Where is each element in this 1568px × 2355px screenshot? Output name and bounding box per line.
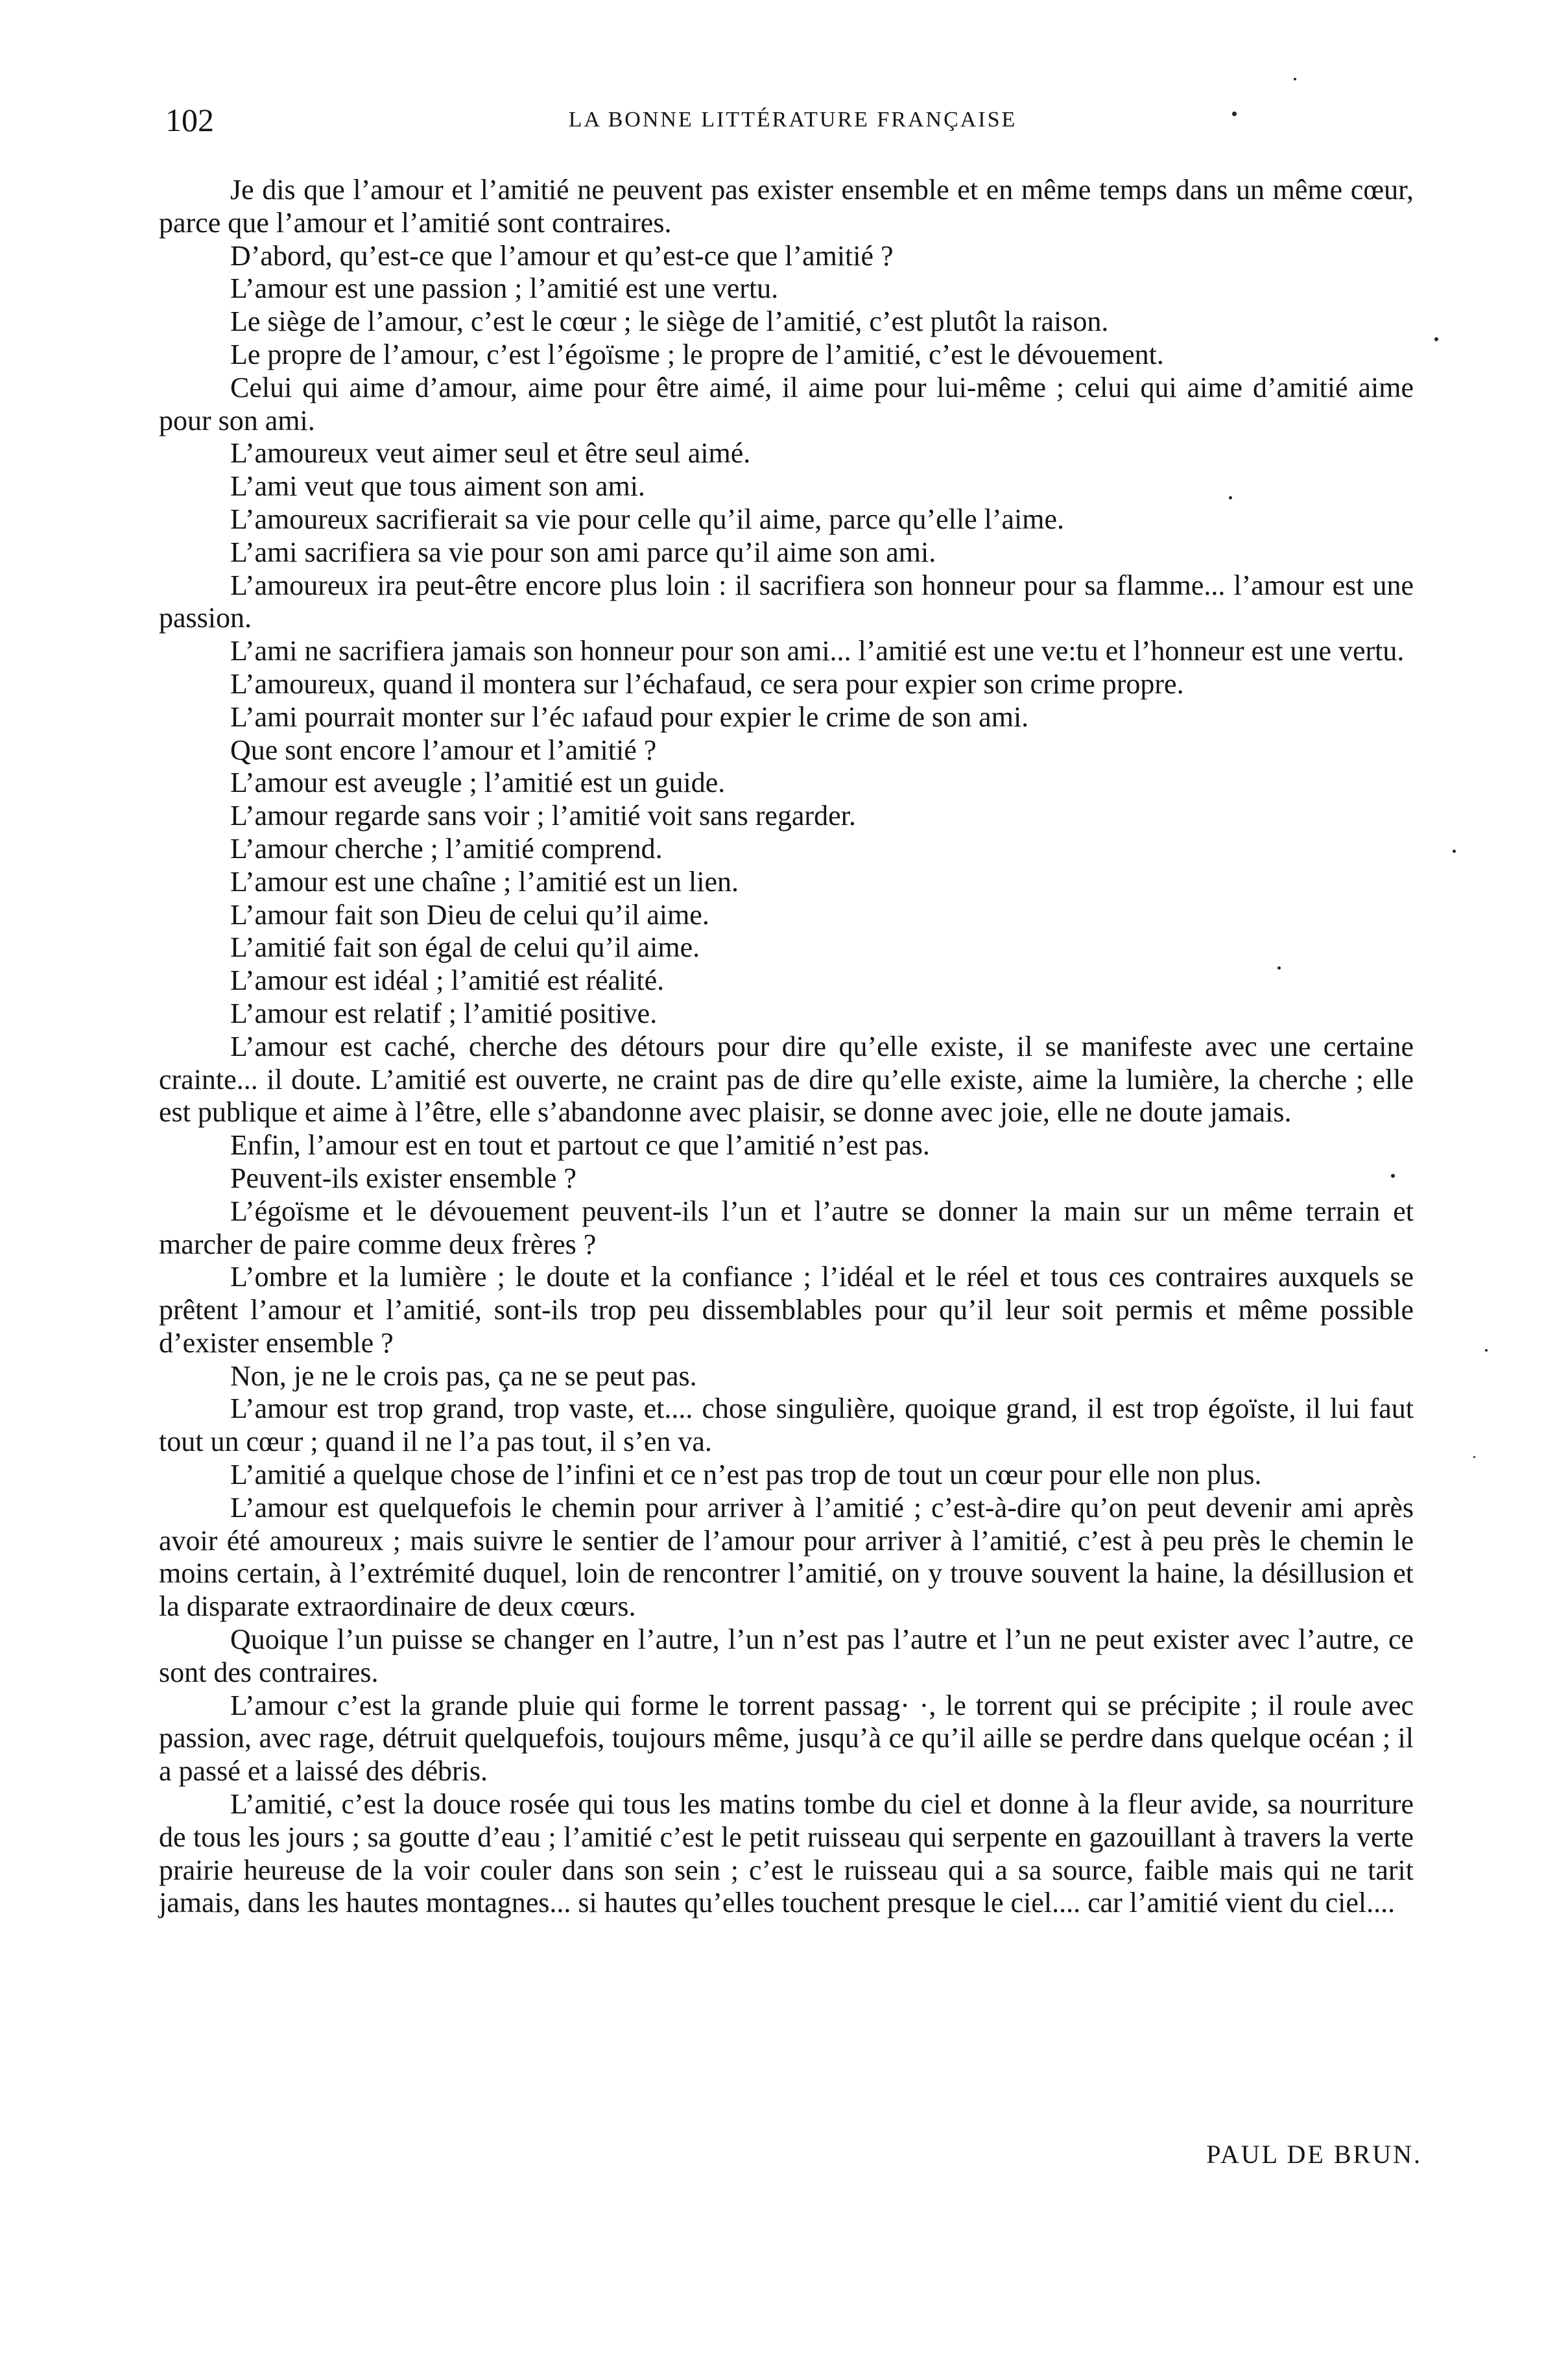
paragraph: L’amour fait son Dieu de celui qu’il aime. <box>230 898 709 931</box>
print-speck <box>1485 1349 1488 1352</box>
paragraph: L’amour est idéal ; l’amitié est réalité. <box>230 964 665 997</box>
paragraph: L’amour est caché, cherche des détours pour dire qu’elle existe, il se manifeste avec une certaine crainte... il doute. L’amitié est ouverte, ne craint pas de dire qu’elle existe, aime la lumière, la cherche ; elle est publique et aime à l’être, elle s’abandonne avec plaisir, se donne avec joie, elle ne doute jamais. <box>159 1030 1414 1129</box>
print-speck <box>1277 966 1281 970</box>
paragraph: L’amitié fait son égal de celui qu’il aime. <box>230 931 700 964</box>
paragraph: L’amoureux sacrifierait sa vie pour celle qu’il aime, parce qu’elle l’aime. <box>230 503 1065 535</box>
paragraph: Que sont encore l’amour et l’amitié ? <box>230 734 657 766</box>
paragraph: L’amoureux veut aimer seul et être seul aimé. <box>230 437 751 470</box>
print-speck <box>1294 78 1296 80</box>
paragraph: L’amoureux, quand il montera sur l’échafaud, ce sera pour expier son crime propre. <box>230 667 1184 700</box>
paragraph: L’amour est relatif ; l’amitié positive. <box>230 997 658 1029</box>
running-title: LA BONNE LITTÉRATURE FRANÇAISE <box>568 108 1017 132</box>
paragraph: L’ami pourrait monter sur l’éc ıafaud pour expier le crime de son ami. <box>230 700 1029 733</box>
paragraph: Le siège de l’amour, c’est le cœur ; le siège de l’amitié, c’est plutôt la raison. <box>230 305 1109 338</box>
paragraph: L’amour est une chaîne ; l’amitié est un lien. <box>230 865 739 898</box>
paragraph: L’amitié, c’est la douce rosée qui tous les matins tombe du ciel et donne à la fleur avide, sa nourriture de tous les jours ; sa goutte d’eau ; l’amitié c’est le petit ruisseau qui serpente en gazouillant à travers la verte prairie heureuse de la voir couler dans son sein ; c’est le ruisseau qui a sa source, faible mais qui ne tarit jamais, dans les hautes montagnes... si hautes qu’elles touchent presque le ciel.... car l’amitié vient du ciel.... <box>159 1788 1414 1919</box>
page-number: 102 <box>165 102 214 138</box>
article-body <box>159 174 1414 1920</box>
paragraph: L’ami ne sacrifiera jamais son honneur pour son ami... l’amitié est une ve:tu et l’honneur est une vertu. <box>230 635 1405 667</box>
paragraph: Celui qui aime d’amour, aime pour être aimé, il aime pour lui-même ; celui qui aime d’amitié aime pour son ami. <box>159 371 1414 436</box>
print-speck <box>1229 496 1232 499</box>
author-signature: PAUL DE BRUN. <box>1206 2140 1422 2169</box>
paragraph: L’amour est une passion ; l’amitié est une vertu. <box>230 272 779 305</box>
print-speck <box>1232 112 1237 116</box>
print-speck <box>1434 337 1438 341</box>
paragraph: L’amitié a quelque chose de l’infini et ce n’est pas trop de tout un cœur pour elle non plus. <box>230 1459 1262 1491</box>
paragraph: L’amour c’est la grande pluie qui forme le torrent passag· ·, le torrent qui se précipite ; il roule avec passion, avec rage, détruit quelquefois, toujours même, jusqu’à ce qu’il aille se perdre dans quelque océan ; il a passé et a laissé des débris. <box>159 1689 1414 1787</box>
paragraph: L’égoïsme et le dévouement peuvent-ils l’un et l’autre se donner la main sur un même terrain et marcher de paire comme deux frères ? <box>159 1195 1414 1260</box>
paragraph: L’amour est trop grand, trop vaste, et.... chose singulière, quoique grand, il est trop égoïste, il lui faut tout un cœur ; quand il ne l’a pas tout, il s’en va. <box>159 1393 1414 1458</box>
paragraph: L’ombre et la lumière ; le doute et la confiance ; l’idéal et le réel et tous ces contraires auxquels se prêtent l’amour et l’amitié, sont-ils trop peu dissemblables pour qu’il leur soit permis et même possible d’exister ensemble ? <box>159 1261 1414 1359</box>
paragraph: L’amour est quelquefois le chemin pour arriver à l’amitié ; c’est-à-dire qu’on peut devenir ami après avoir été amoureux ; mais suivre le sentier de l’amour pour arriver à l’amitié, c’est à peu près le chemin le moins certain, à l’extrémité duquel, loin de rencontrer l’amitié, on y trouve souvent la haine, la désillusion et la disparate extraordinaire de deux cœurs. <box>159 1491 1414 1623</box>
paragraph: D’abord, qu’est-ce que l’amour et qu’est-ce que l’amitié ? <box>230 239 894 272</box>
page-header <box>165 97 1420 143</box>
paragraph: Quoique l’un puisse se changer en l’autre, l’un n’est pas l’autre et l’un ne peut exister avec l’autre, ce sont des contraires. <box>159 1623 1414 1688</box>
paragraph: Le propre de l’amour, c’est l’égoïsme ; le propre de l’amitié, c’est le dévouement. <box>230 338 1164 370</box>
paragraph: Je dis que l’amour et l’amitié ne peuvent pas exister ensemble et en même temps dans un même cœur, parce que l’amour et l’amitié sont contraires. <box>159 174 1414 239</box>
paragraph: L’amour cherche ; l’amitié comprend. <box>230 832 663 865</box>
paragraph: L’amour est aveugle ; l’amitié est un guide. <box>230 767 726 799</box>
print-speck <box>1453 850 1456 853</box>
print-speck <box>1473 1456 1475 1458</box>
paragraph: L’amoureux ira peut-être encore plus loin : il sacrifiera son honneur pour sa flamme... l’amour est une passion. <box>159 569 1414 634</box>
paragraph: Enfin, l’amour est en tout et partout ce que l’amitié n’est pas. <box>230 1129 930 1162</box>
paragraph: Peuvent-ils exister ensemble ? <box>230 1162 576 1194</box>
paragraph: L’ami veut que tous aiment son ami. <box>230 470 645 503</box>
paragraph: L’ami sacrifiera sa vie pour son ami parce qu’il aime son ami. <box>230 536 936 568</box>
paragraph: Non, je ne le crois pas, ça ne se peut pas. <box>230 1359 697 1392</box>
paragraph: L’amour regarde sans voir ; l’amitié voit sans regarder. <box>230 800 856 832</box>
print-speck <box>1391 1174 1395 1178</box>
